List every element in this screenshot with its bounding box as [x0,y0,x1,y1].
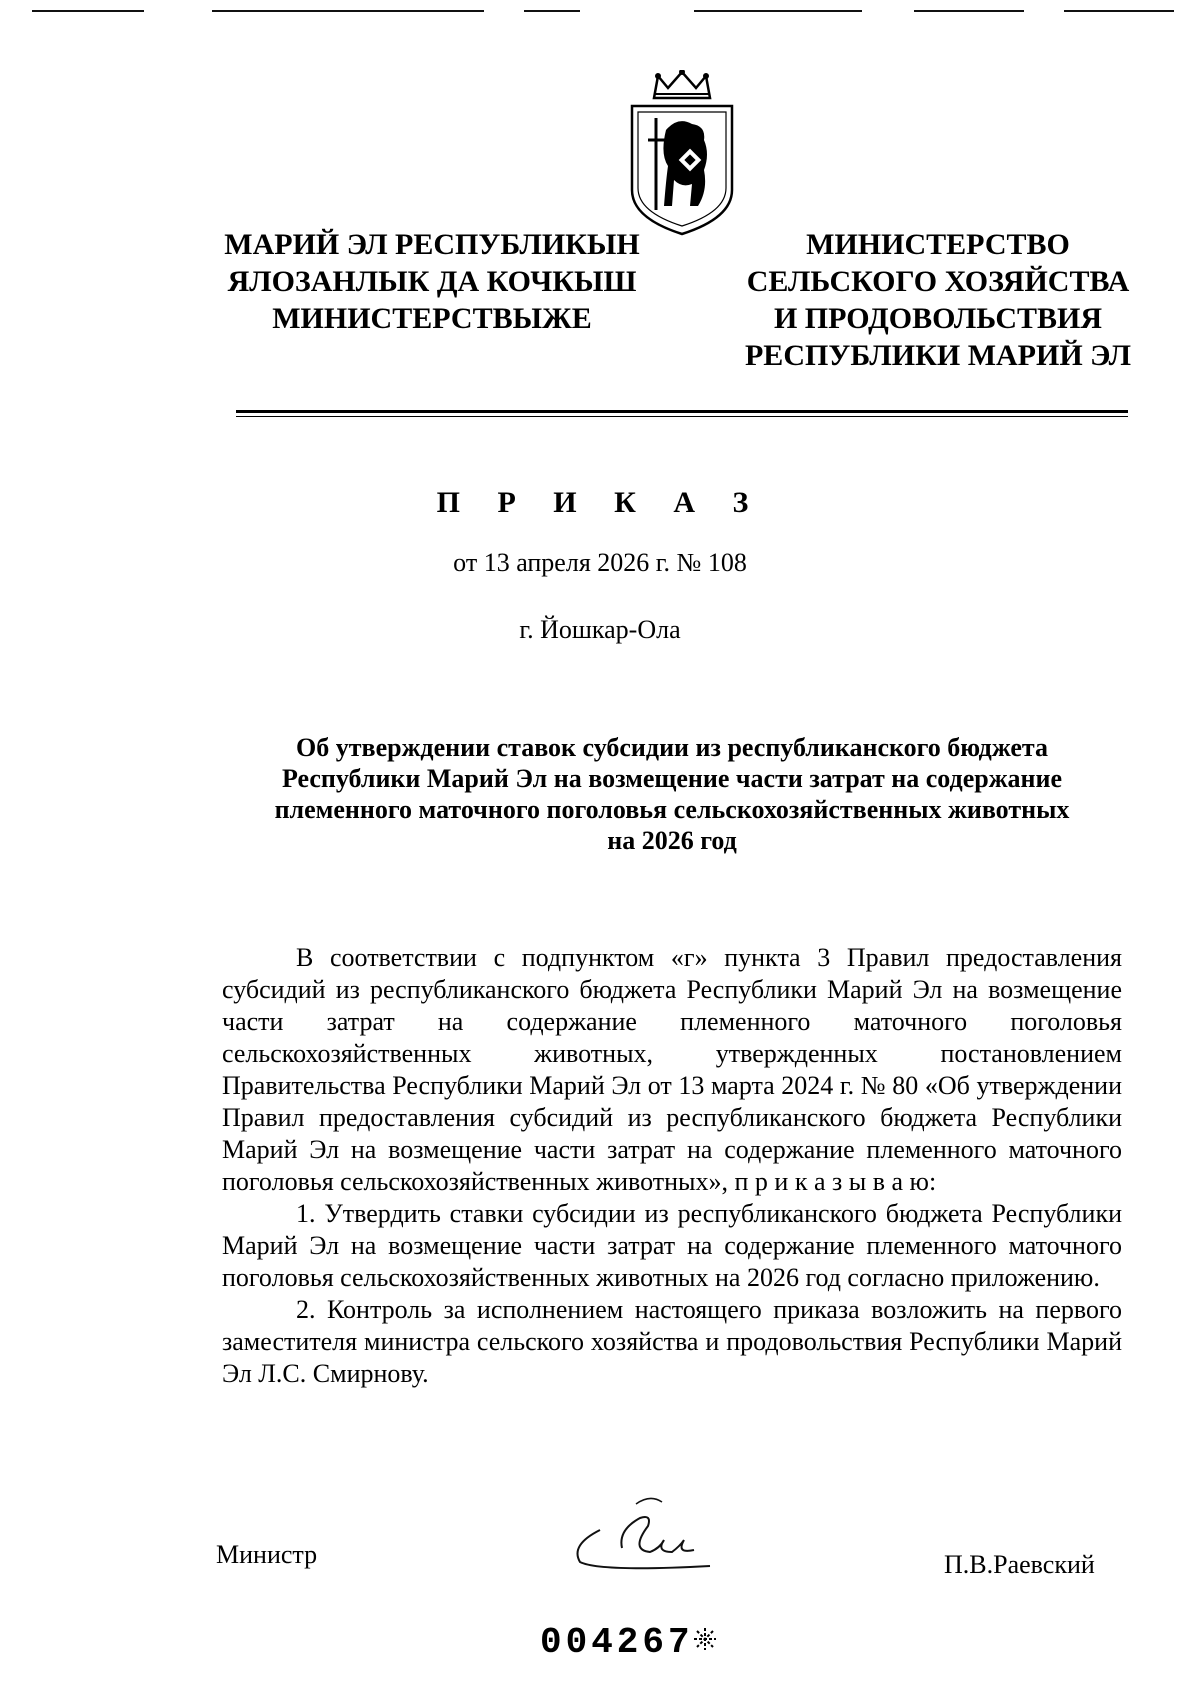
subject-line: Республики Марий Эл на возмещение части затрат на содержание [281,764,1063,793]
scan-artifact-line [694,10,862,12]
header-divider-thin [236,416,1128,417]
header-right-line: И ПРОДОВОЛЬСТВИЯ [773,302,1103,335]
header-mari-block [222,226,642,337]
body-paragraph-preamble: В соответствии с подпунктом «г» пункта 3 Правил предоставления субсидий из республиканского бюджета Республики Марий Эл на возмещение части затрат на содержание племенного маточного поголовья сельскохозяйственных животных, утвержденных постановлением Правительства Республики Марий Эл от 13 марта 2024 г. № 80 «Об утверждении Правил предоставления субсидий из республиканского бюджета Республики Марий Эл на возмещение части затрат на содержание племенного маточного поголовья сельскохозяйственных животных», п р и к а з ы в а ю: [222,943,1122,1196]
document-place: г. Йошкар-Ола [519,615,681,644]
scan-artifact-line [32,10,144,12]
subject-line: племенного маточного поголовья сельскохозяйственных животных [274,795,1070,824]
document-body [222,942,1122,1390]
coat-of-arms-icon [626,70,738,236]
body-paragraph-item-2: 2. Контроль за исполнением настоящего приказа возложить на первого заместителя министра сельского хозяйства и продовольствия Республики Марий Эл Л.С. Смирнову. [222,1295,1122,1388]
serial-number: 004267 [540,1622,694,1663]
header-divider [236,410,1128,413]
subject-line: Об утверждении ставок субсидии из республиканского бюджета [296,733,1048,762]
signatory-role: Министр [216,1540,318,1569]
header-left-line: ЯЛОЗАНЛЫК ДА КОЧКЫШ [227,265,637,298]
body-paragraph-item-1: 1. Утвердить ставки субсидии из республиканского бюджета Республики Марий Эл на возмещение части затрат на содержание племенного маточного поголовья сельскохозяйственных животных на 2026 год согласно приложению. [222,1199,1122,1292]
header-left-line: МИНИСТЕРСТВЫЖЕ [272,302,592,335]
header-russian-block [738,226,1138,374]
scan-artifact-line [524,10,580,12]
header-right-line: РЕСПУБЛИКИ МАРИЙ ЭЛ [744,339,1131,372]
signatory-name: П.В.Раевский [944,1550,1095,1579]
header-right-line: СЕЛЬСКОГО ХОЗЯЙСТВА [746,265,1130,298]
document-subject [222,732,1122,856]
scan-artifact-line [1064,10,1174,12]
header-left-line: МАРИЙ ЭЛ РЕСПУБЛИКЫН [224,228,640,261]
serial-star-mark-icon [692,1626,718,1652]
document-date-number: от 13 апреля 2026 г. № 108 [453,548,747,577]
subject-line: на 2026 год [607,826,737,855]
scan-artifact-line [914,10,1024,12]
handwritten-signature-icon [560,1490,760,1580]
scan-artifact-line [212,10,484,12]
document-type-title: П Р И К А З [436,486,764,519]
header-right-line: МИНИСТЕРСТВО [806,228,1070,261]
